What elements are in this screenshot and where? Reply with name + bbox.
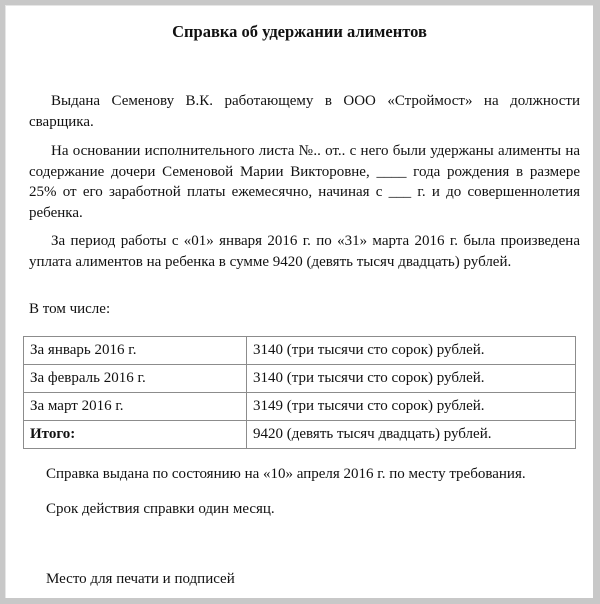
document-page xyxy=(5,5,593,598)
table-row xyxy=(24,393,576,421)
table-row xyxy=(24,365,576,393)
validity-note: Срок действия справки один месяц. xyxy=(46,501,275,517)
paragraph-basis: На основании исполнительного листа №.. от.. с него были удержаны алименты на содержание дочери Семеновой Марии Викторовне, ____ года рождения в размере 25% от его заработной платы ежемесячно, начиная с ___ г. и до совершеннолетия ребенка. xyxy=(29,143,580,221)
table-cell-amount: 3140 (три тысячи сто сорок) рублей. xyxy=(247,337,576,365)
document-title: Справка об удержании алиментов xyxy=(172,22,427,41)
including-label: В том числе: xyxy=(29,301,111,317)
paragraph-issued-to: Выдана Семенову В.К. работающему в ООО «Строймост» на должности сварщика. xyxy=(29,93,580,130)
table-cell-period: За январь 2016 г. xyxy=(24,337,247,365)
table-row-total xyxy=(24,421,576,449)
paragraph-period-payment: За период работы с «01» января 2016 г. по «31» марта 2016 г. была произведена уплата алиментов на ребенка в сумме 9420 (девять тысяч двадцать) рублей. xyxy=(29,233,580,270)
issued-note: Справка выдана по состоянию на «10» апреля 2016 г. по месту требования. xyxy=(46,466,526,482)
payments-table xyxy=(23,336,576,449)
table-cell-period: За март 2016 г. xyxy=(24,393,247,421)
table-cell-amount: 3140 (три тысячи сто сорок) рублей. xyxy=(247,365,576,393)
table-row xyxy=(24,337,576,365)
signature-place: Место для печати и подписей xyxy=(46,571,235,587)
table-cell-period: За февраль 2016 г. xyxy=(24,365,247,393)
table-cell-total-amount: 9420 (девять тысяч двадцать) рублей. xyxy=(247,421,576,449)
table-cell-amount: 3149 (три тысячи сто сорок) рублей. xyxy=(247,393,576,421)
table-cell-total-label: Итого: xyxy=(24,421,247,449)
